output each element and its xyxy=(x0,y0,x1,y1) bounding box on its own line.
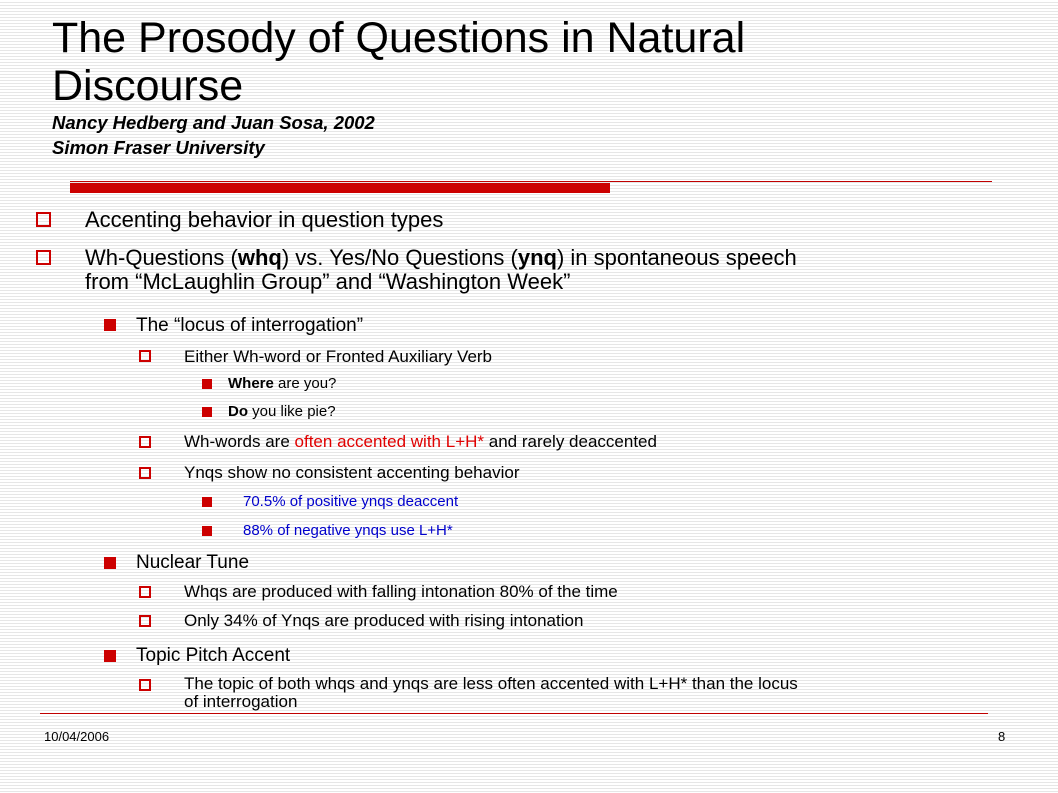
title-authors: Nancy Hedberg and Juan Sosa, 2002 xyxy=(52,112,375,133)
filled-square-bullet-icon xyxy=(104,650,116,662)
bullet-whqs-falling: Whqs are produced with falling intonation 80% of the time xyxy=(184,582,618,601)
footer-date: 10/04/2006 xyxy=(44,729,110,744)
text-segment: Wh-words are xyxy=(184,432,295,451)
text-segment: ) in spontaneous speech xyxy=(556,245,797,270)
filled-square-bullet-icon xyxy=(104,319,116,331)
highlight-often-accented: often accented with L+H* xyxy=(294,432,485,451)
example-where-are-you xyxy=(228,375,336,393)
hollow-square-bullet-icon xyxy=(139,679,151,691)
text-segment: from “McLaughlin Group” and “Washington Week” xyxy=(85,269,571,294)
text-segment: are you? xyxy=(273,375,337,392)
emphasis-do: Do xyxy=(228,403,248,420)
footer-divider xyxy=(40,713,988,714)
filled-square-bullet-icon xyxy=(104,557,116,569)
slide-title xyxy=(52,14,1042,160)
title-line-1: The Prosody of Questions in Natural xyxy=(52,14,746,62)
stat-negative-ynqs-lh: 88% of negative ynqs use L+H* xyxy=(243,522,453,539)
title-line-2: Discourse xyxy=(52,62,244,110)
hollow-square-bullet-icon xyxy=(36,212,51,227)
bullet-locus-of-interrogation: The “locus of interrogation” xyxy=(136,315,364,336)
bullet-topic-pitch-accent: Topic Pitch Accent xyxy=(136,645,291,666)
bullet-topic-less-accented xyxy=(184,675,798,711)
text-segment: and rarely deaccented xyxy=(484,432,657,451)
hollow-square-bullet-icon xyxy=(139,467,151,479)
term-whq: whq xyxy=(237,245,282,270)
filled-square-bullet-icon xyxy=(202,407,212,417)
example-do-you-like-pie xyxy=(228,403,336,421)
term-ynq: ynq xyxy=(517,245,557,270)
hollow-square-bullet-icon xyxy=(139,436,151,448)
text-segment: you like pie? xyxy=(248,403,336,420)
filled-square-bullet-icon xyxy=(202,526,212,536)
bullet-accenting-behavior: Accenting behavior in question types xyxy=(85,207,444,232)
text-segment: The topic of both whqs and ynqs are less often accented with L+H* than the locus xyxy=(184,674,798,693)
hollow-square-bullet-icon xyxy=(139,586,151,598)
text-segment: Wh-Questions ( xyxy=(85,245,238,270)
title-divider-thick xyxy=(70,183,610,193)
bullet-wh-words-accenting xyxy=(184,432,657,452)
title-divider-thin xyxy=(70,181,992,182)
title-affiliation: Simon Fraser University xyxy=(52,137,265,158)
hollow-square-bullet-icon xyxy=(139,615,151,627)
text-segment: ) vs. Yes/No Questions ( xyxy=(281,245,518,270)
bullet-wh-vs-yn-questions xyxy=(85,246,797,294)
stat-positive-ynqs-deaccent: 70.5% of positive ynqs deaccent xyxy=(243,493,459,510)
hollow-square-bullet-icon xyxy=(139,350,151,362)
page-number: 8 xyxy=(998,729,1006,744)
bullet-either-wh-word: Either Wh-word or Fronted Auxiliary Verb xyxy=(184,347,493,366)
emphasis-where: Where xyxy=(228,375,274,392)
bullet-ynqs-no-consistent: Ynqs show no consistent accenting behavior xyxy=(184,463,520,482)
bullet-ynqs-rising: Only 34% of Ynqs are produced with rising intonation xyxy=(184,611,584,630)
filled-square-bullet-icon xyxy=(202,497,212,507)
text-segment: of interrogation xyxy=(184,692,298,711)
filled-square-bullet-icon xyxy=(202,379,212,389)
bullet-nuclear-tune: Nuclear Tune xyxy=(136,552,250,573)
hollow-square-bullet-icon xyxy=(36,250,51,265)
